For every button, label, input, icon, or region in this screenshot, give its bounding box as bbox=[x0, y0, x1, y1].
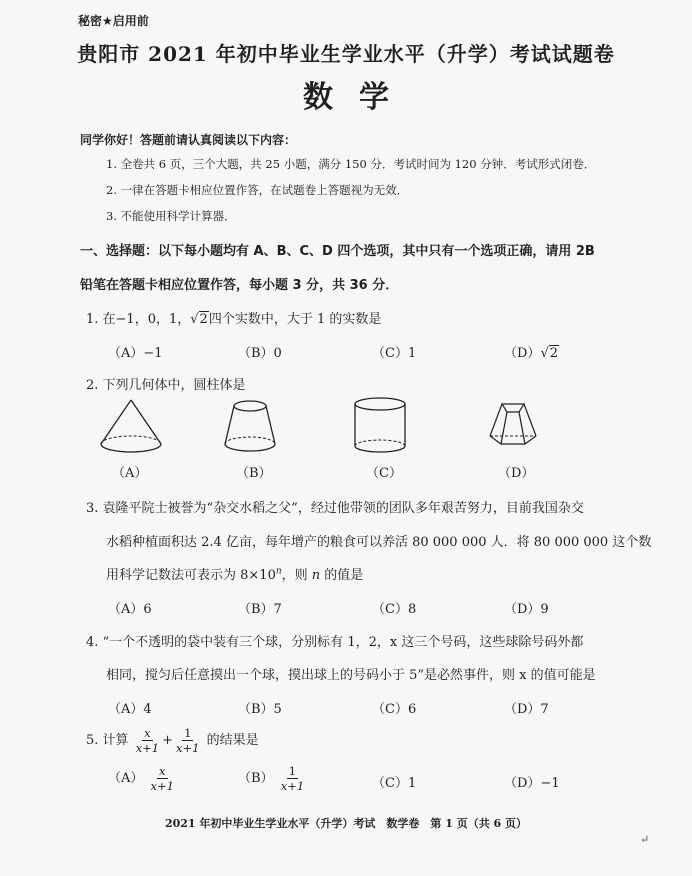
q5-option-d: （D）−1 bbox=[504, 776, 560, 791]
section-heading-line-2: 铅笔在答题卡相应位置作答，每小题 3 分，共 36 分． bbox=[80, 278, 399, 293]
pyramid-frustum-icon bbox=[488, 400, 538, 456]
q2-option-c: （C） bbox=[366, 466, 402, 481]
cylinder-icon bbox=[352, 396, 408, 458]
q3-option-a: （A）6 bbox=[108, 602, 152, 617]
fraction-1-numerator: x bbox=[144, 726, 151, 740]
paragraph-mark: ↵ bbox=[640, 833, 650, 846]
exam-title: 贵阳市 2021 年初中毕业生学业水平（升学）考试试题卷 bbox=[77, 42, 615, 66]
page-footer: 2021 年初中毕业生学业水平（升学）考试 数学卷 第 1 页（共 6 页） bbox=[164, 817, 528, 830]
sqrt-sign: √2 bbox=[540, 346, 559, 361]
q1-text-pre: 1. 在−1，0，1， bbox=[86, 312, 191, 327]
fraction-a bbox=[149, 764, 176, 793]
fraction-a-denominator: x+1 bbox=[150, 779, 174, 793]
q3-option-d: （D）9 bbox=[504, 602, 549, 617]
q2-option-b: （B） bbox=[236, 466, 272, 481]
cone-icon bbox=[98, 398, 164, 456]
q2-option-d: （D） bbox=[498, 466, 535, 481]
fraction-1 bbox=[134, 726, 161, 755]
fraction-b-numerator: 1 bbox=[288, 764, 297, 778]
plus-sign: + bbox=[162, 733, 174, 748]
section-heading-line-1: 一、选择题：以下每小题均有 A、B、C、D 四个选项，其中只有一个选项正确，请用 2B bbox=[80, 244, 595, 259]
q1-option-b: （B）0 bbox=[238, 346, 282, 361]
question-3-line-1: 3. 袁隆平院士被誉为“杂交水稻之父”，经过他带领的团队多年艰苦努力，目前我国杂交 bbox=[86, 501, 584, 516]
question-2: 2. 下列几何体中，圆柱体是 bbox=[86, 378, 246, 393]
q3-text-post: 的值是 bbox=[320, 568, 364, 583]
q4-option-c: （C）6 bbox=[372, 702, 417, 717]
q1-option-d-label: （D） bbox=[504, 346, 541, 361]
frustum-icon bbox=[222, 398, 278, 456]
q1-option-c: （C）1 bbox=[372, 346, 417, 361]
confidential-label: 秘密★启用前 bbox=[78, 14, 149, 28]
question-3-line-2: 水稻种植面积达 2.4 亿亩，每年增产的粮食可以养活 80 000 000 人．将 80 000 000 这个数 bbox=[106, 535, 652, 550]
fraction-2 bbox=[174, 726, 201, 755]
q3-text-mid: ，则 bbox=[281, 568, 312, 583]
q5-text-pre: 5. 计算 bbox=[86, 733, 129, 748]
q5-option-a bbox=[108, 764, 177, 793]
fraction-1-denominator: x+1 bbox=[135, 741, 160, 755]
q5-option-c: （C）1 bbox=[372, 776, 417, 791]
fraction-a-numerator: x bbox=[159, 764, 166, 778]
q5-text-post: 的结果是 bbox=[206, 733, 259, 748]
question-5 bbox=[86, 726, 259, 755]
fraction-b-denominator: x+1 bbox=[280, 779, 305, 793]
fraction-2-numerator: 1 bbox=[184, 726, 192, 740]
q5-option-a-label: （A） bbox=[108, 771, 144, 786]
notice-heading: 同学你好！答题前请认真阅读以下内容： bbox=[80, 133, 297, 147]
fraction-2-denominator: x+1 bbox=[176, 741, 200, 755]
question-3-line-3 bbox=[106, 564, 363, 583]
notice-item-2: 2. 一律在答题卡相应位置作答，在试题卷上答题视为无效． bbox=[106, 183, 409, 197]
sqrt-sign: √2 bbox=[190, 312, 208, 327]
q1-text-post: 四个实数中，大于 1 的实数是 bbox=[208, 312, 382, 327]
q4-option-a: （A）4 bbox=[108, 702, 152, 717]
q4-option-d: （D）7 bbox=[504, 702, 549, 717]
q5-option-b bbox=[238, 764, 307, 793]
q1-option-d bbox=[504, 342, 559, 361]
q2-option-a: （A） bbox=[112, 466, 148, 481]
q3-text-pre: 用科学记数法可表示为 8×10 bbox=[106, 568, 276, 583]
notice-item-3: 3. 不能使用科学计算器． bbox=[106, 209, 236, 223]
q3-exponent: n bbox=[275, 566, 282, 577]
q1-option-a: （A）−1 bbox=[108, 346, 163, 361]
q5-option-b-label: （B） bbox=[238, 771, 274, 786]
q3-variable: n bbox=[311, 568, 321, 583]
fraction-b bbox=[279, 764, 306, 793]
subject-title: 数学 bbox=[303, 80, 415, 115]
question-4-line-2: 相同，搅匀后任意摸出一个球，摸出球上的号码小于 5”是必然事件，则 x 的值可能是 bbox=[106, 668, 596, 683]
question-4-line-1: 4. “一个不透明的袋中装有三个球，分别标有 1，2，x 这三个号码，这些球除号码外都 bbox=[86, 635, 584, 650]
q3-option-b: （B）7 bbox=[238, 602, 282, 617]
q4-option-b: （B）5 bbox=[238, 702, 282, 717]
notice-item-1: 1. 全卷共 6 页，三个大题，共 25 小题，满分 150 分．考试时间为 120 分钟．考试形式闭卷． bbox=[106, 157, 596, 171]
radicand: 2 bbox=[199, 312, 208, 327]
q3-option-c: （C）8 bbox=[372, 602, 417, 617]
question-1 bbox=[86, 308, 381, 327]
radicand: 2 bbox=[549, 346, 559, 361]
